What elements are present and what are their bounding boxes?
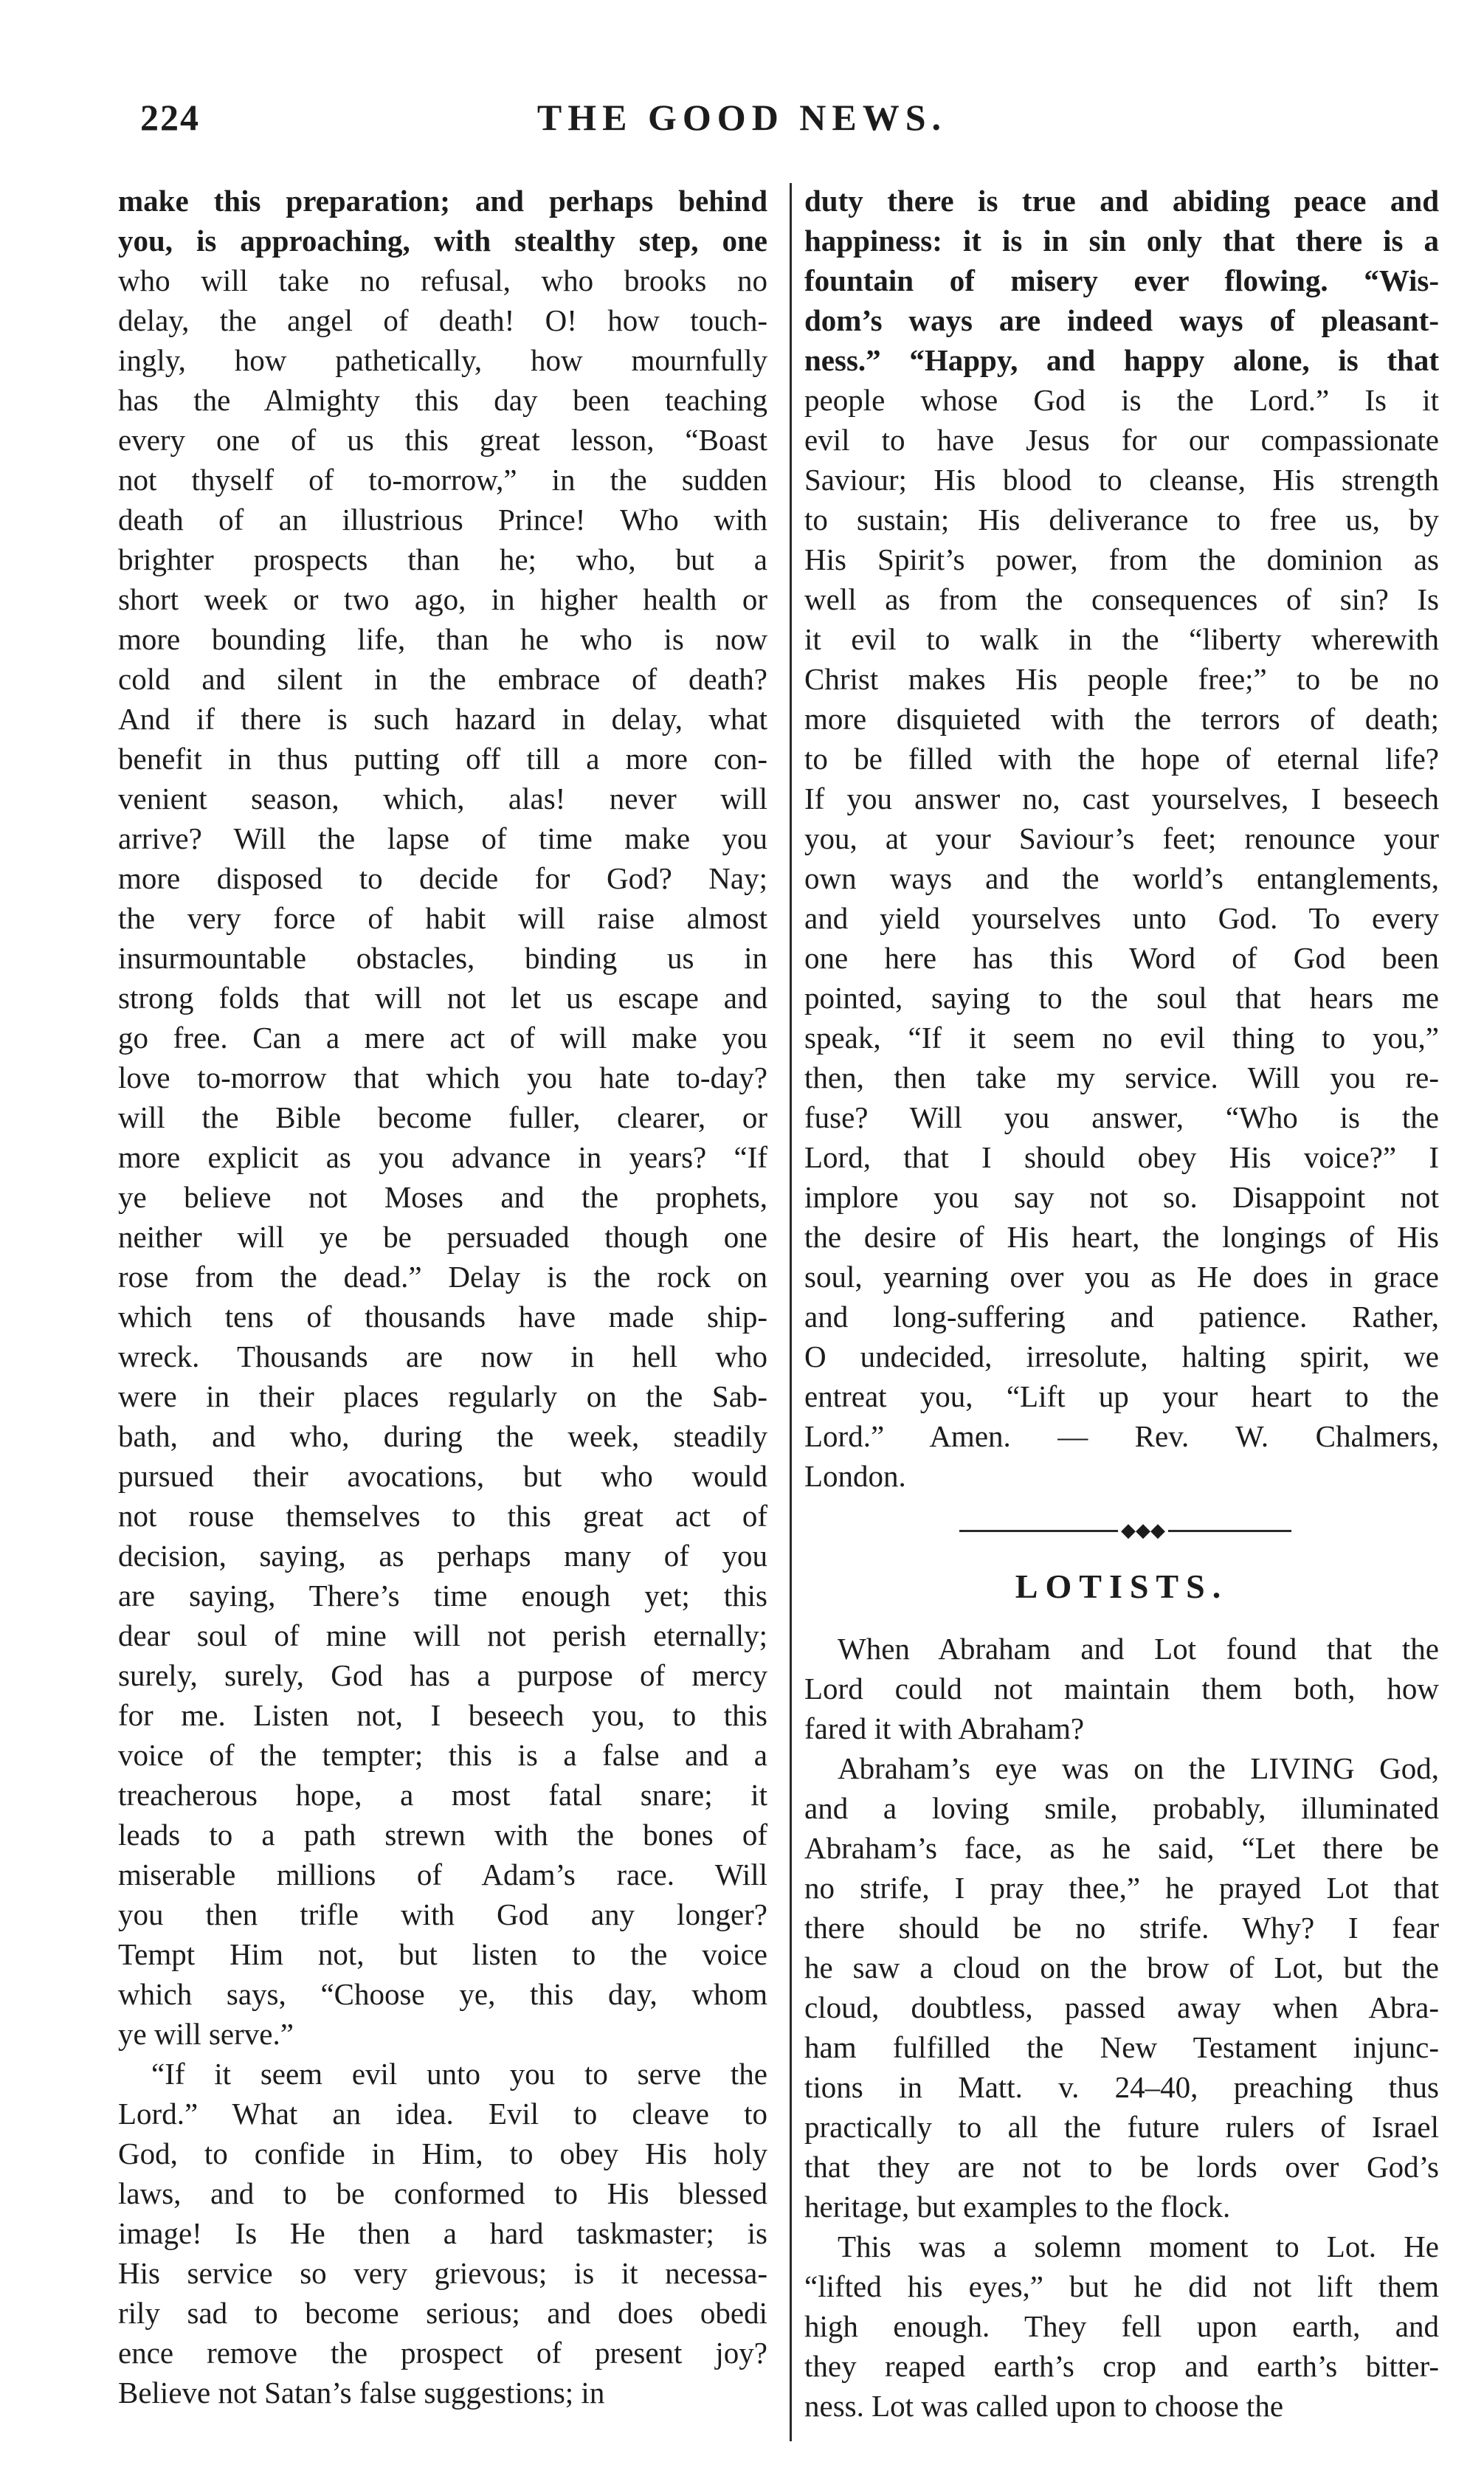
text-line: treacherous hope, a most fatal snare; it <box>118 1778 767 1812</box>
text-line: speak, “If it seem no evil thing to you,” <box>804 1021 1439 1055</box>
text-line: surely, surely, God has a purpose of mercy <box>118 1658 767 1692</box>
text-line: ham fulfilled the New Testament injunc- <box>804 2030 1439 2064</box>
text-line: strong folds that will not let us escape and <box>118 981 767 1015</box>
text-line: every one of us this great lesson, “Boast <box>118 423 767 457</box>
text-line: no strife, I pray thee,” he prayed Lot that <box>804 1871 1439 1905</box>
text-line: cold and silent in the embrace of death? <box>118 662 767 696</box>
text-line: entreat you, “Lift up your heart to the <box>804 1379 1439 1413</box>
text-line: Saviour; His blood to cleanse, His strength <box>804 463 1439 497</box>
text-line: well as from the consequences of sin? Is <box>804 582 1439 616</box>
running-title: THE GOOD NEWS. <box>536 97 948 138</box>
text-line: ye believe not Moses and the prophets, <box>118 1180 767 1214</box>
text-line: This was a solemn moment to Lot. He <box>838 2229 1439 2263</box>
text-line: If you answer no, cast yourselves, I beseech <box>804 782 1439 815</box>
text-line: to be filled with the hope of eternal life? <box>804 742 1439 776</box>
text-line: neither will ye be persuaded though one <box>118 1220 767 1254</box>
text-line: evil to have Jesus for our compassionate <box>804 423 1439 457</box>
section-heading: LOTISTS. <box>1015 1568 1229 1605</box>
text-line: And if there is such hazard in delay, what <box>118 702 767 736</box>
text-line: there should be no strife. Why? I fear <box>804 1911 1439 1945</box>
right-column <box>804 181 1439 2469</box>
text-line: Believe not Satan’s false suggestions; in <box>118 2376 605 2410</box>
text-line: God, to confide in Him, to obey His holy <box>118 2136 767 2170</box>
text-line: were in their places regularly on the Sab- <box>118 1379 767 1413</box>
lotists-article <box>804 1629 1439 2426</box>
text-line: image! Is He then a hard taskmaster; is <box>118 2216 767 2250</box>
text-line: pointed, saying to the soul that hears me <box>804 981 1439 1015</box>
text-line: leads to a path strewn with the bones of <box>118 1818 767 1852</box>
text-line: more disquieted with the terrors of death; <box>804 702 1439 736</box>
text-line: you, at your Saviour’s feet; renounce your <box>804 821 1439 855</box>
page-header <box>0 0 1484 170</box>
text-line: more disposed to decide for God? Nay; <box>118 861 767 895</box>
text-line: it evil to walk in the “liberty wherewith <box>804 622 1439 656</box>
text-line: London. <box>804 1459 906 1493</box>
text-line: Abraham’s face, as he said, “Let there be <box>804 1831 1439 1865</box>
text-line: brighter prospects than he; who, but a <box>118 542 767 576</box>
text-line: he saw a cloud on the brow of Lot, but the <box>804 1951 1439 1984</box>
text-line: heritage, but examples to the flock. <box>804 2190 1231 2224</box>
text-line: not rouse themselves to this great act of <box>118 1499 767 1533</box>
text-line: miserable millions of Adam’s race. Will <box>118 1858 767 1891</box>
text-line: ence remove the prospect of present joy? <box>118 2336 767 2370</box>
text-line: people whose God is the Lord.” Is it <box>804 383 1439 417</box>
text-line: and yield yourselves unto God. To every <box>804 901 1439 935</box>
text-line: cloud, doubtless, passed away when Abra- <box>804 1990 1439 2024</box>
text-line: O undecided, irresolute, halting spirit, we <box>804 1339 1439 1373</box>
text-line: ness. Lot was called upon to choose the <box>804 2389 1284 2423</box>
text-line: venient season, which, alas! never will <box>118 782 767 815</box>
text-line: Lord, that I should obey His voice?” I <box>804 1140 1439 1174</box>
text-line: fountain of misery ever flowing. “Wis- <box>804 263 1439 297</box>
text-line: love to-morrow that which you hate to-day? <box>118 1061 767 1094</box>
text-line: more bounding life, than he who is now <box>118 622 767 656</box>
page-number: 224 <box>140 97 200 138</box>
text-line: “lifted his eyes,” but he did not lift them <box>804 2269 1439 2303</box>
text-line: laws, and to be conformed to His blessed <box>118 2176 767 2210</box>
text-line: high enough. They fell upon earth, and <box>804 2309 1439 2343</box>
text-line: own ways and the world’s entanglements, <box>804 861 1439 895</box>
text-line: rily sad to become serious; and does obedi <box>118 2296 767 2330</box>
text-line: pursued their avocations, but who would <box>118 1459 767 1493</box>
sermon-continuation <box>804 181 1439 1496</box>
text-line: arrive? Will the lapse of time make you <box>118 821 767 855</box>
text-line: decision, saying, as perhaps many of you <box>118 1539 767 1573</box>
text-line: dear soul of mine will not perish eternally; <box>118 1618 767 1652</box>
ornament-icon: ◆◆◆ <box>1118 1521 1168 1540</box>
text-line: and a loving smile, probably, illuminated <box>804 1791 1439 1825</box>
text-line: rose from the dead.” Delay is the rock on <box>118 1260 767 1294</box>
text-line: will the Bible become fuller, clearer, or <box>118 1100 767 1134</box>
text-line: then, then take my service. Will you re- <box>804 1061 1439 1094</box>
text-line: implore you say not so. Disappoint not <box>804 1180 1439 1214</box>
text-line: ye will serve.” <box>118 2017 294 2051</box>
text-line: for me. Listen not, I beseech you, to this <box>118 1698 767 1732</box>
text-line: fared it with Abraham? <box>804 1711 1085 1745</box>
text-line: that they are not to be lords over God’s <box>804 2150 1439 2184</box>
text-line: Lord.” What an idea. Evil to cleave to <box>118 2097 767 2131</box>
section-divider <box>804 1509 1439 1553</box>
text-line: duty there is true and abiding peace and <box>804 184 1439 218</box>
text-line: voice of the tempter; this is a false and a <box>118 1738 767 1772</box>
text-line: the desire of His heart, the longings of His <box>804 1220 1439 1254</box>
text-line: bath, and who, during the week, steadily <box>118 1419 767 1453</box>
text-line: to sustain; His deliverance to free us, by <box>804 503 1439 537</box>
text-line: benefit in thus putting off till a more con- <box>118 742 767 776</box>
text-line: you, is approaching, with stealthy step, one <box>118 224 767 258</box>
text-line: and long-suffering and patience. Rather, <box>804 1300 1439 1334</box>
text-line: soul, yearning over you as He does in grace <box>804 1260 1439 1294</box>
text-line: ness.” “Happy, and happy alone, is that <box>804 343 1439 377</box>
text-line: not thyself of to-morrow,” in the sudden <box>118 463 767 497</box>
text-line: has the Almighty this day been teaching <box>118 383 767 417</box>
text-line: death of an illustrious Prince! Who with <box>118 503 767 537</box>
text-line: Lord.” Amen. — Rev. W. Chalmers, <box>804 1419 1439 1453</box>
text-line: more explicit as you advance in years? “If <box>118 1140 767 1174</box>
text-line: His Spirit’s power, from the dominion as <box>804 542 1439 576</box>
text-line: the very force of habit will raise almost <box>118 901 767 935</box>
text-line: they reaped earth’s crop and earth’s bitter- <box>804 2349 1439 2383</box>
text-line: who will take no refusal, who brooks no <box>118 263 767 297</box>
text-line: Lord could not maintain them both, how <box>804 1672 1439 1706</box>
text-line: insurmountable obstacles, binding us in <box>118 941 767 975</box>
text-line: happiness: it is in sin only that there is a <box>804 224 1439 258</box>
text-line: Abraham’s eye was on the LIVING God, <box>838 1751 1439 1785</box>
text-line: are saying, There’s time enough yet; this <box>118 1579 767 1613</box>
text-line: practically to all the future rulers of Israel <box>804 2110 1439 2144</box>
text-line: one here has this Word of God been <box>804 941 1439 975</box>
text-line: His service so very grievous; is it necessa- <box>118 2256 767 2290</box>
text-line: fuse? Will you answer, “Who is the <box>804 1100 1439 1134</box>
text-line: delay, the angel of death! O! how touch- <box>118 303 767 337</box>
left-column <box>118 181 767 2469</box>
text-line: make this preparation; and perhaps behind <box>118 184 767 218</box>
column-divider <box>790 183 792 2441</box>
text-line: Christ makes His people free;” to be no <box>804 662 1439 696</box>
text-line: wreck. Thousands are now in hell who <box>118 1339 767 1373</box>
text-line: “If it seem evil unto you to serve the <box>151 2057 767 2091</box>
text-line: short week or two ago, in higher health or <box>118 582 767 616</box>
text-line: you then trifle with God any longer? <box>118 1897 767 1931</box>
text-line: which says, “Choose ye, this day, whom <box>118 1977 767 2011</box>
text-line: ingly, how pathetically, how mournfully <box>118 343 767 377</box>
text-line: When Abraham and Lot found that the <box>838 1632 1439 1666</box>
text-line: Tempt Him not, but listen to the voice <box>118 1937 767 1971</box>
text-line: tions in Matt. v. 24–40, preaching thus <box>804 2070 1439 2104</box>
text-line: which tens of thousands have made ship- <box>118 1300 767 1334</box>
text-line: go free. Can a mere act of will make you <box>118 1021 767 1055</box>
text-line: dom’s ways are indeed ways of pleasant- <box>804 303 1439 337</box>
